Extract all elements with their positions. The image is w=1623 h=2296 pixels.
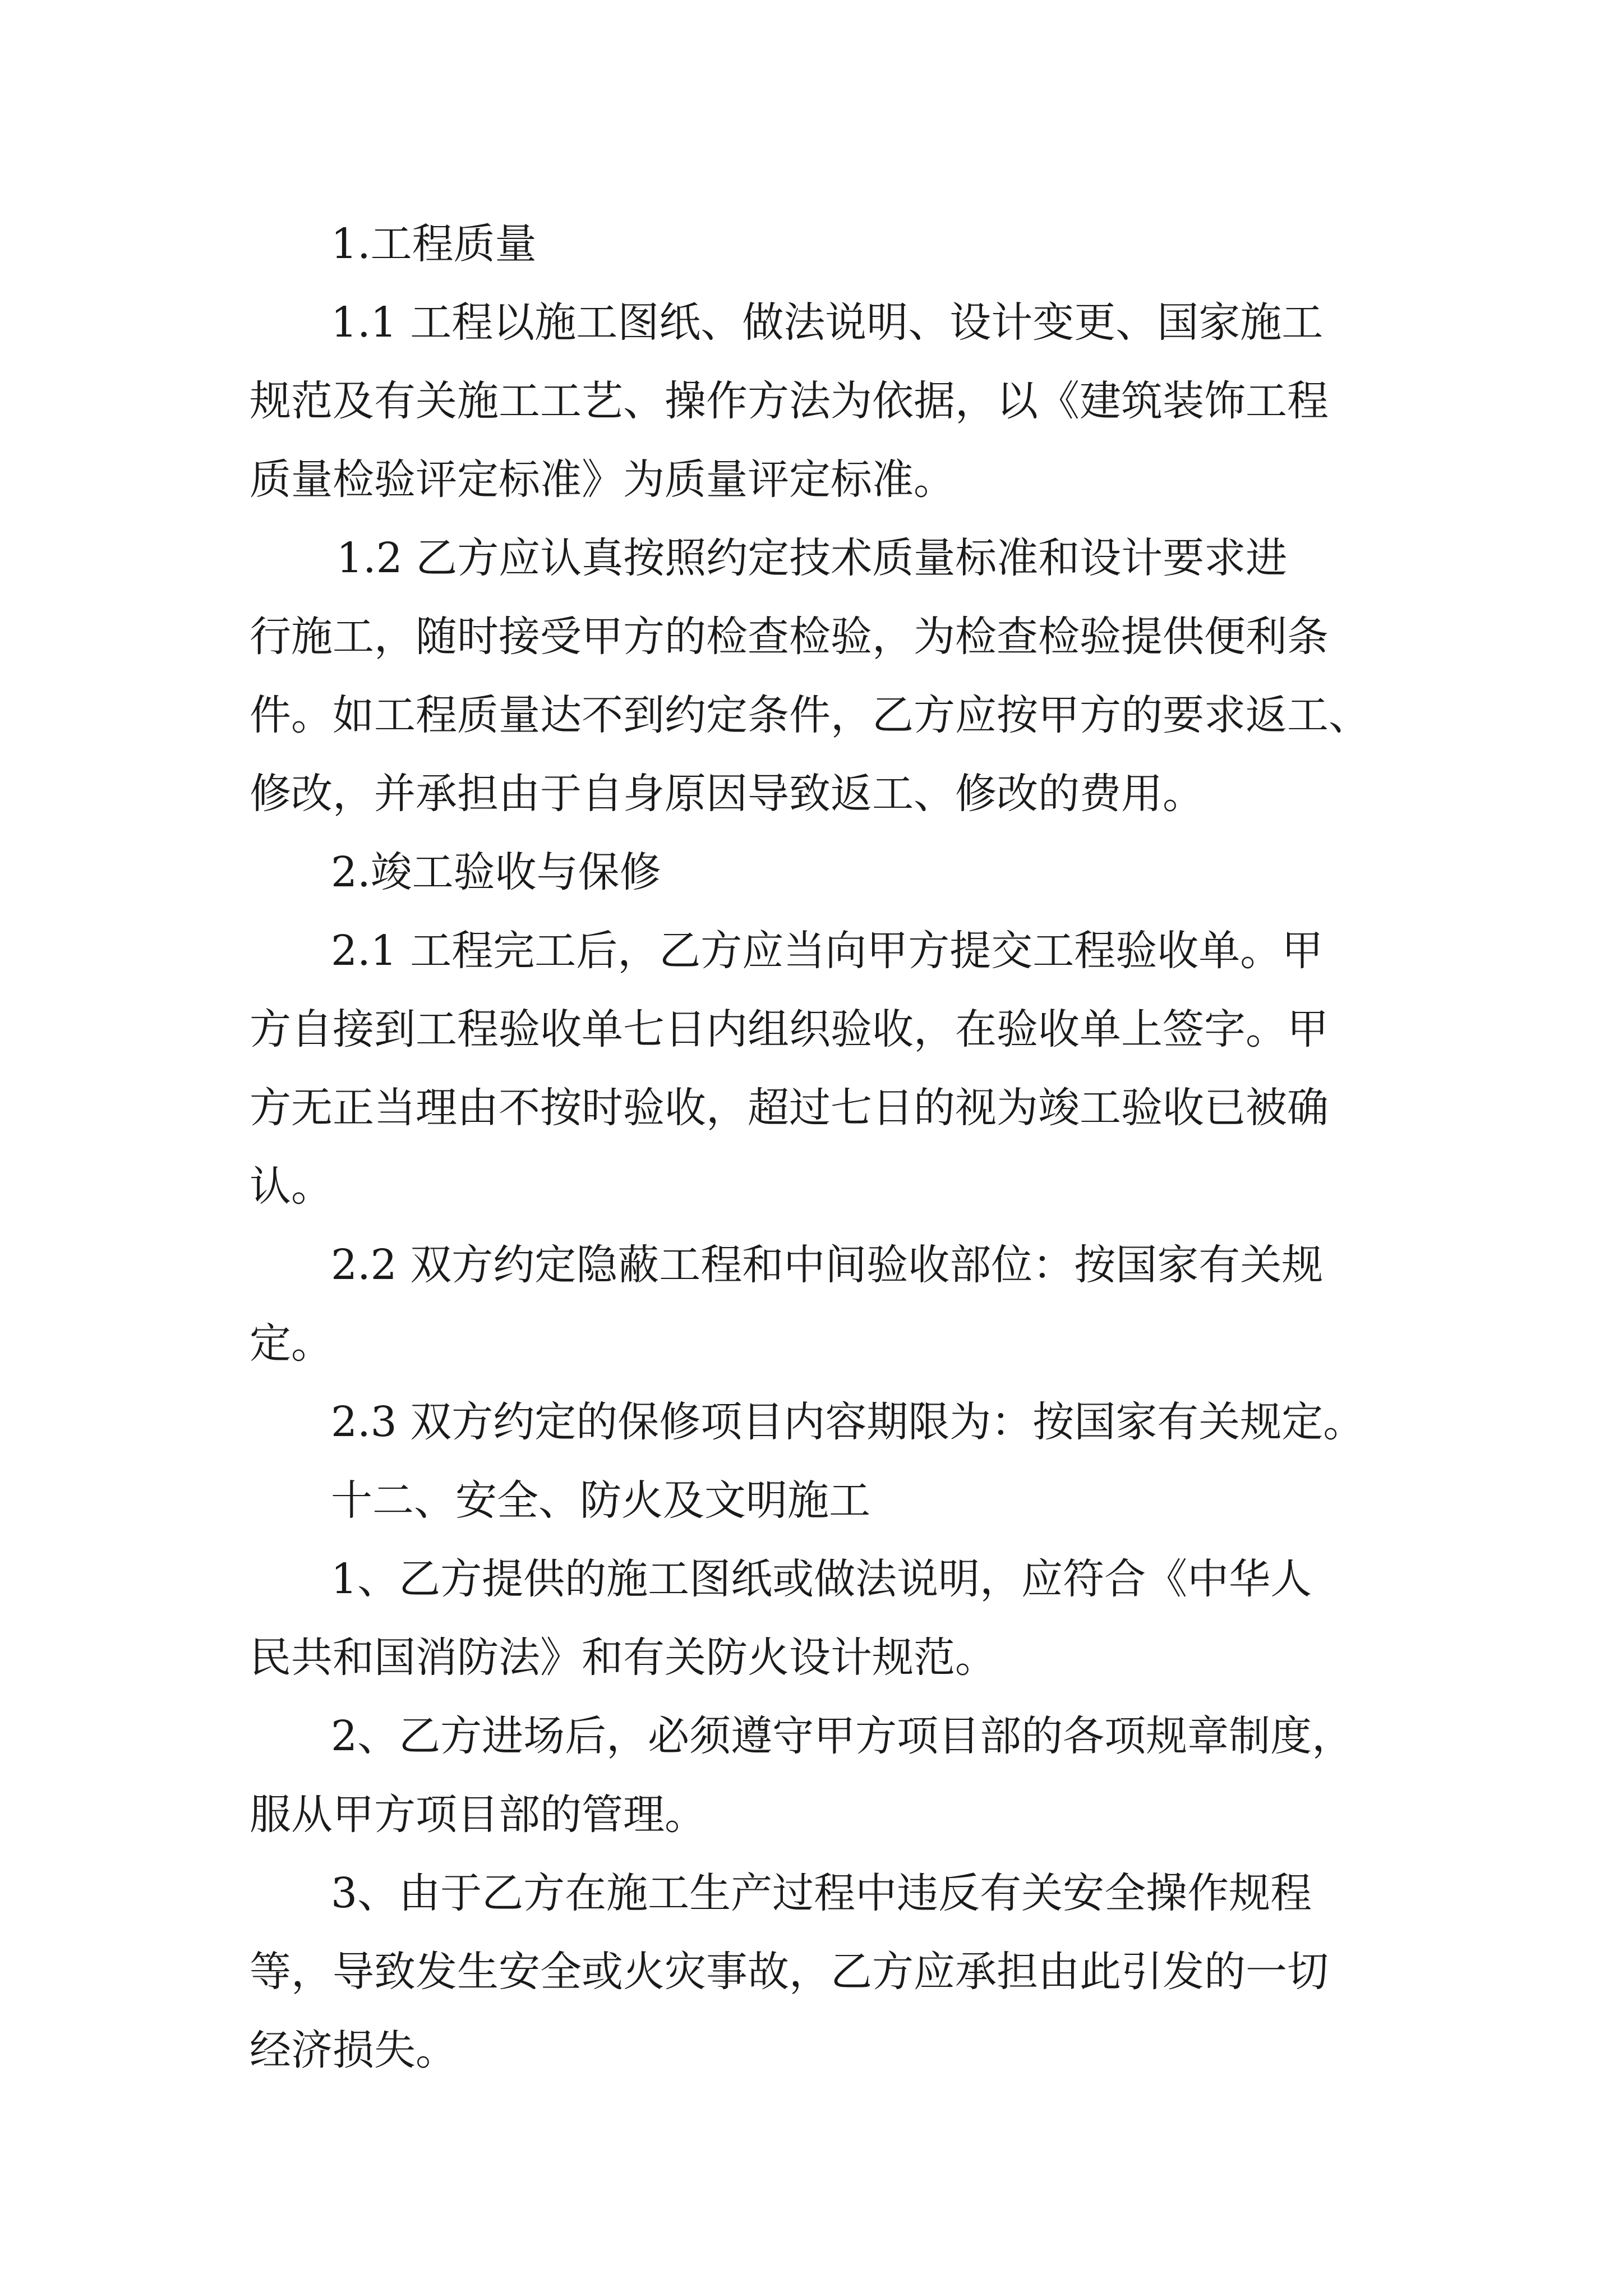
paragraph-line: 1.1 工程以施工图纸、做法说明、设计变更、国家施工: [331, 298, 1324, 347]
paragraph-line: 2、乙方进场后，必须遵守甲方项目部的各项规章制度，: [331, 1712, 1354, 1760]
paragraph-line: 认。: [250, 1162, 333, 1211]
paragraph-line: 定。: [250, 1319, 333, 1368]
paragraph-line: 2.2 双方约定隐蔽工程和中间验收部位：按国家有关规: [331, 1241, 1324, 1289]
paragraph-line: 规范及有关施工工艺、操作方法为依据，以《建筑装饰工程: [250, 377, 1329, 425]
paragraph-line: 1.2 乙方应认真按照约定技术质量标准和设计要求进: [336, 534, 1288, 582]
paragraph-line: 件。如工程质量达不到约定条件，乙方应按甲方的要求返工、: [250, 691, 1370, 739]
paragraph-line: 经济损失。: [250, 2026, 457, 2074]
heading-safety: 十二、安全、防火及文明施工: [331, 1476, 870, 1525]
paragraph-line: 2.3 双方约定的保修项目内容期限为：按国家有关规定。: [331, 1398, 1365, 1446]
paragraph-line: 方自接到工程验收单七日内组织验收，在验收单上签字。甲: [250, 1005, 1329, 1053]
paragraph-line: 质量检验评定标准》为质量评定标准。: [250, 455, 955, 504]
paragraph-line: 2.1 工程完工后，乙方应当向甲方提交工程验收单。甲: [331, 927, 1324, 975]
paragraph-line: 方无正当理由不按时验收，超过七日的视为竣工验收已被确: [250, 1084, 1329, 1132]
paragraph-line: 1、乙方提供的施工图纸或做法说明，应符合《中华人: [331, 1555, 1312, 1603]
paragraph-line: 3、由于乙方在施工生产过程中违反有关安全操作规程: [331, 1869, 1312, 1917]
heading-quality: 1.工程质量: [331, 220, 537, 268]
paragraph-line: 民共和国消防法》和有关防火设计规范。: [250, 1634, 997, 1682]
paragraph-line: 行施工，随时接受甲方的检查检验，为检查检验提供便利条: [250, 613, 1329, 661]
paragraph-line: 等，导致发生安全或火灾事故，乙方应承担由此引发的一切: [250, 1948, 1329, 1996]
paragraph-line: 服从甲方项目部的管理。: [250, 1791, 706, 1839]
paragraph-line: 修改，并承担由于自身原因导致返工、修改的费用。: [250, 770, 1204, 818]
heading-completion: 2.竣工验收与保修: [331, 848, 661, 896]
